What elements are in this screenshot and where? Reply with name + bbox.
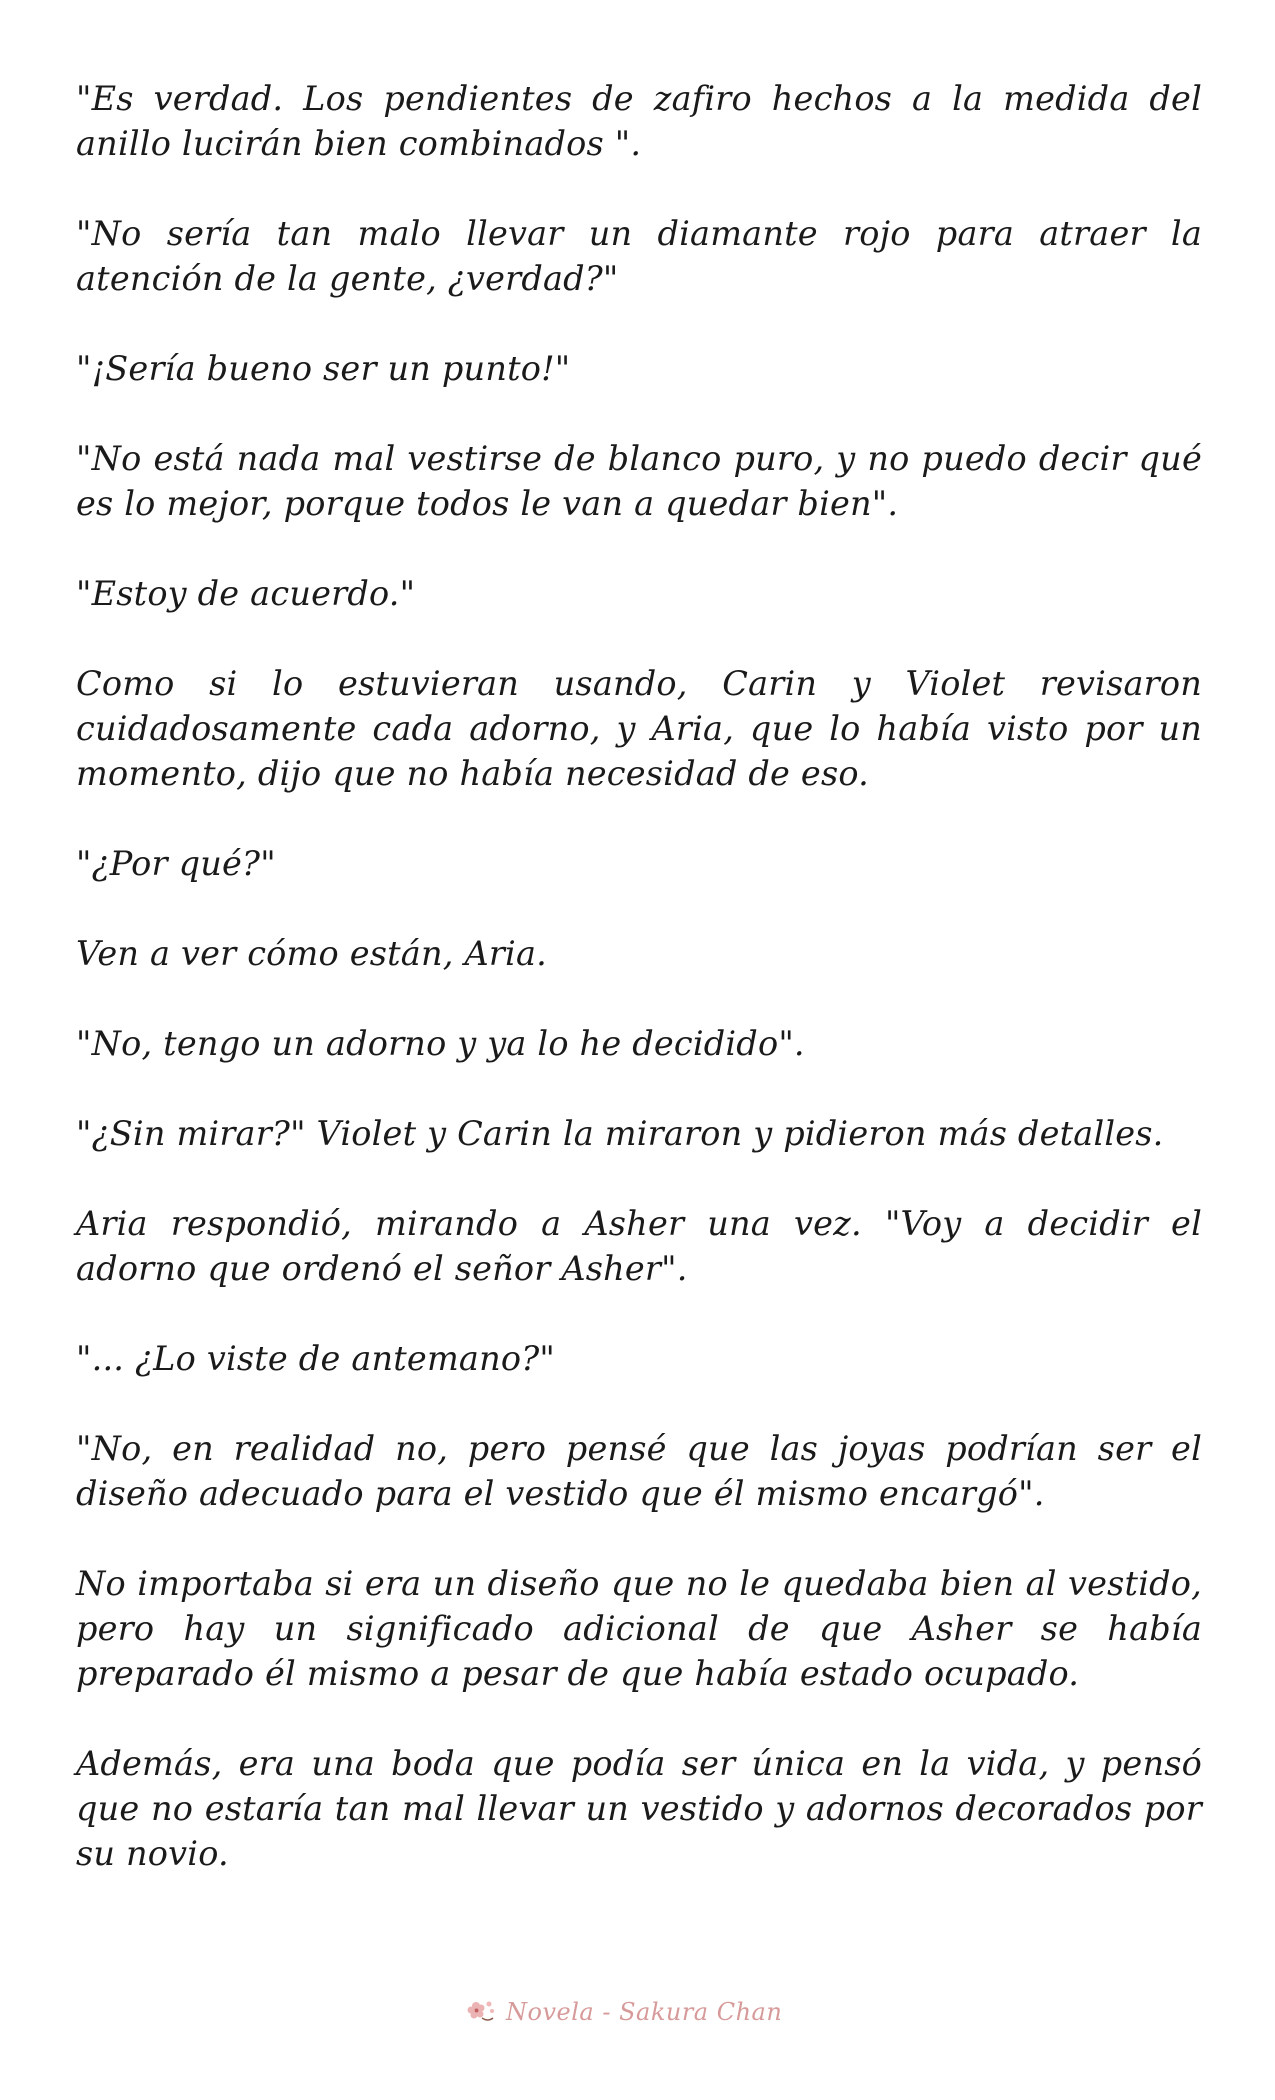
- paragraph-2: "No sería tan malo llevar un diamante rojo para atraer la atención de la gente, ¿verdad?": [76, 214, 1202, 298]
- paragraph-15: Además, era una boda que podía ser única en la vida, y pensó que no estaría tan mal llevar un vestido y adornos decorados por su novio.: [76, 1744, 1202, 1873]
- paragraph-13: "No, en realidad no, pero pensé que las joyas podrían ser el diseño adecuado para el vestido que él mismo encargó".: [76, 1429, 1202, 1513]
- watermark: [462, 1990, 822, 2034]
- document-body: [76, 76, 1202, 1921]
- paragraph-5: "Estoy de acuerdo.": [76, 574, 416, 613]
- paragraph-8: Ven a ver cómo están, Aria.: [76, 934, 547, 973]
- paragraph-9: "No, tengo un adorno y ya lo he decidido".: [76, 1024, 805, 1063]
- watermark-text: Novela - Sakura Chan: [506, 1998, 783, 2026]
- sakura-blossom-icon: [462, 1994, 498, 2030]
- paragraph-11: Aria respondió, mirando a Asher una vez. "Voy a decidir el adorno que ordenó el señor Asher".: [76, 1204, 1202, 1288]
- paragraph-14: No importaba si era un diseño que no le quedaba bien al vestido, pero hay un significado adicional de que Asher se había preparado él mismo a pesar de que había estado ocupado.: [76, 1564, 1202, 1693]
- paragraph-3: "¡Sería bueno ser un punto!": [76, 349, 571, 388]
- paragraph-4: "No está nada mal vestirse de blanco puro, y no puedo decir qué es lo mejor, porque todos le van a quedar bien".: [76, 439, 1202, 523]
- paragraph-12: "... ¿Lo viste de antemano?": [76, 1339, 556, 1378]
- paragraph-7: "¿Por qué?": [76, 844, 276, 883]
- paragraph-1: "Es verdad. Los pendientes de zafiro hechos a la medida del anillo lucirán bien combinados ".: [76, 79, 1202, 163]
- paragraph-10: "¿Sin mirar?" Violet y Carin la miraron y pidieron más detalles.: [76, 1114, 1164, 1153]
- paragraph-6: Como si lo estuvieran usando, Carin y Violet revisaron cuidadosamente cada adorno, y Aria, que lo había visto por un momento, dijo que no había necesidad de eso.: [76, 664, 1202, 793]
